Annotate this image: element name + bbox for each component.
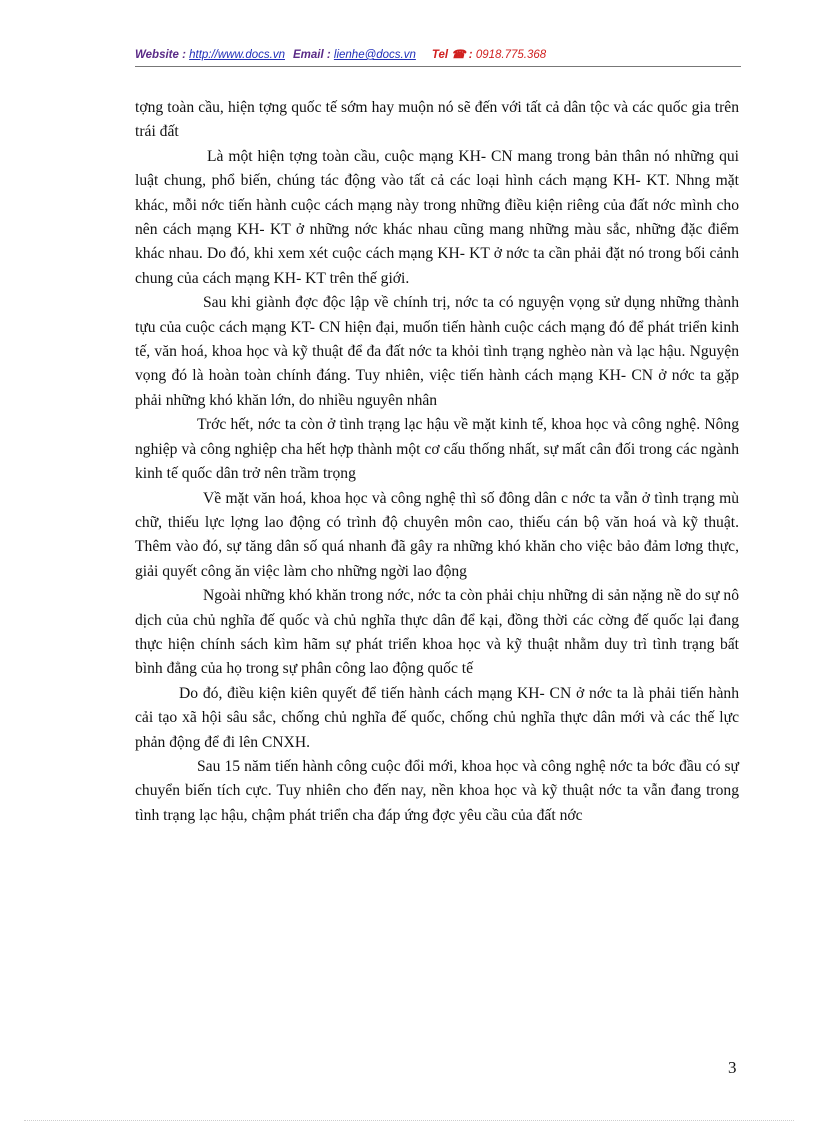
header-rule: [135, 66, 741, 67]
document-body: [135, 96, 739, 828]
paragraph: Sau khi giành đợc độc lập về chính trị, nớc ta có nguyện vọng sử dụng những thành tựu của cuộc cách mạng KT- CN hiện đại, muốn tiến hành cuộc cách mạng đó để phát triển kinh tế, văn hoá, khoa học và kỹ thuật để đa đất nớc ta khỏi tình trạng nghèo nàn và lạc hậu. Nguyện vọng đó là hoàn toàn chính đáng. Tuy nhiên, việc tiến hành cách mạng KH- CN ở nớc ta gặp phải những khó khăn lớn, do nhiều nguyên nhân: [135, 294, 739, 409]
tel-label: Tel ☎ :: [431, 49, 476, 61]
page-number: 3: [728, 1058, 737, 1077]
page-header: [135, 47, 741, 67]
website-label: Website :: [135, 49, 190, 61]
page-bottom-border: [24, 1120, 794, 1121]
paragraph: Là một hiện tợng toàn cầu, cuộc mạng KH- CN mang trong bản thân nó những qui luật chung, phổ biến, chúng tác động vào tất cả các loại hình cách mạng KH- KT. Nhng mặt khác, mỗi nớc tiến hành cuộc cách mạng này trong những điều kiện riêng của đất nớc mình cho nên cách mạng KH- KT ở những nớc khác nhau cũng mang những màu sắc, những đặc điểm khác nhau. Do đó, khi xem xét cuộc cách mạng KH- KT ở nớc ta cần phải đặt nó trong bối cảnh chung của cách mạng KH- KT trên thế giới.: [135, 147, 739, 287]
email-link[interactable]: lienhe@docs.vn: [333, 49, 416, 61]
paragraph: Ngoài những khó khăn trong nớc, nớc ta còn phải chịu những di sản nặng nề do sự nô dịch của chủ nghĩa đế quốc và chủ nghĩa thực dân để kại, đồng thời các cờng đế quốc lại đang thực hiện chính sách kìm hãm sự phát triển khoa học và kỹ thuật nhằm duy trì tình trạng bất bình đẳng của họ trong sự phân công lao động quốc tế: [135, 587, 739, 678]
tel-number: 0918.775.368: [475, 49, 547, 61]
email-label: Email :: [292, 49, 334, 61]
paragraph: Về mặt văn hoá, khoa học và công nghệ thì số đông dân c nớc ta vẫn ở tình trạng mù chữ, thiếu lực lợng lao động có trình độ chuyên môn cao, thiếu cán bộ văn hoá và kỹ thuật. Thêm vào đó, sự tăng dân số quá nhanh đã gây ra những khó khăn cho việc bảo đảm lơng thực, giải quyết công ăn việc làm cho những ngời lao động: [135, 489, 739, 580]
paragraph: Sau 15 năm tiến hành công cuộc đổi mới, khoa học và công nghệ nớc ta bớc đầu có sự chuyển biến tích cực. Tuy nhiên cho đến nay, nền khoa học và kỹ thuật nớc ta vẫn đang trong tình trạng lạc hậu, chậm phát triển cha đáp ứng đợc yêu cầu của đất nớc: [135, 757, 739, 824]
paragraph: Do đó, điều kiện kiên quyết để tiến hành cách mạng KH- CN ở nớc ta là phải tiến hành cải tạo xã hội sâu sắc, chống chủ nghĩa đế quốc, chống chủ nghĩa thực dân mới và các thế lực phản động để đi lên CNXH.: [135, 684, 739, 751]
paragraph: Trớc hết, nớc ta còn ở tình trạng lạc hậu về mặt kinh tế, khoa học và công nghệ. Nông nghiệp và công nghiệp cha hết hợp thành một cơ cấu thống nhất, sự mất cân đối trong các ngành kinh tế quốc dân trở nên trầm trọng: [135, 416, 739, 483]
website-link[interactable]: http://www.docs.vn: [189, 49, 285, 61]
paragraph: tợng toàn cầu, hiện tợng quốc tế sớm hay muộn nó sẽ đến với tất cả dân tộc và các quốc gia trên trái đất: [135, 99, 739, 141]
